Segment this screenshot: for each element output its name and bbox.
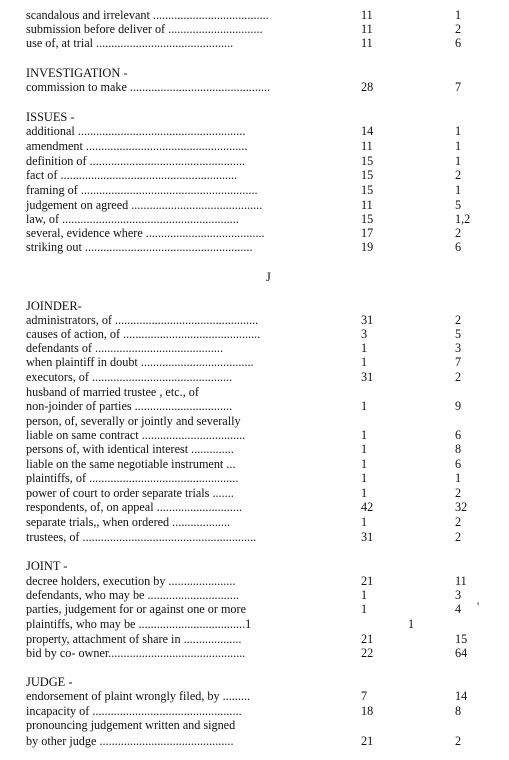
index-entry (0, 168, 509, 182)
index-entry (0, 704, 509, 718)
entry-para: 64 (455, 646, 468, 660)
entry-label: judgement on agreed ........................................... (26, 198, 263, 212)
index-entry (0, 124, 509, 138)
entry-para: 14 (455, 689, 468, 703)
index-entry (0, 602, 509, 616)
entry-label: commission to make .............................................. (26, 80, 271, 94)
entry-label: causes of action, of ............................................. (26, 327, 261, 341)
entry-label: liable on the same negotiable instrument ... (26, 457, 236, 471)
entry-para: 2 (455, 226, 462, 240)
entry-page: 11 (361, 139, 373, 153)
entry-para: 2 (455, 22, 462, 36)
entry-label: submission before deliver of ............................... (26, 22, 263, 36)
entry-page: 1 (361, 355, 368, 369)
index-entry (0, 355, 509, 369)
index-entry (0, 588, 509, 602)
entry-para: 3 (455, 341, 462, 355)
entry-page: 15 (361, 154, 374, 168)
entry-label: fact of .......................................................... (26, 168, 238, 182)
index-entry (0, 183, 509, 197)
entry-page: 31 (361, 370, 374, 384)
entry-label: husband of married trustee , etc., of (26, 385, 199, 399)
entry-page: 15 (361, 168, 374, 182)
entry-para: 2 (455, 486, 462, 500)
index-entry (0, 212, 509, 226)
entry-para: 2 (455, 734, 462, 748)
entry-label: use of, at trial ............................................. (26, 36, 234, 50)
entry-para: 7 (455, 80, 462, 94)
entry-page: 21 (361, 632, 374, 646)
index-entry (0, 442, 509, 456)
entry-label: defendants of .......................................... (26, 341, 224, 355)
entry-para: 32 (455, 500, 468, 514)
index-entry (0, 385, 509, 399)
index-entry (0, 486, 509, 500)
entry-page: 21 (361, 574, 374, 588)
index-entry (0, 36, 509, 50)
entry-label: striking out ....................................................... (26, 240, 253, 254)
index-entry (0, 428, 509, 442)
entry-para: 8 (455, 442, 462, 456)
entry-page: 1 (361, 515, 368, 529)
entry-para: 7 (455, 355, 462, 369)
entry-label: definition of ................................................... (26, 154, 246, 168)
index-entry (0, 515, 509, 529)
entry-label: by other judge ............................................ (26, 734, 234, 748)
entry-para: 2 (455, 530, 462, 544)
entry-para: 9 (455, 399, 462, 413)
index-entry (0, 8, 509, 22)
entry-label: parties, judgement for or against one or more (26, 602, 246, 616)
entry-label: when plaintiff in doubt ..................................... (26, 355, 254, 369)
index-entry (0, 718, 509, 732)
entry-page: 3 (361, 327, 368, 341)
entry-page: 11 (361, 8, 373, 22)
index-entry (0, 399, 509, 413)
entry-page: 1 (361, 428, 368, 442)
entry-para: 1 (455, 471, 462, 485)
stray-apostrophe: ' (477, 600, 480, 614)
entry-page: 15 (361, 183, 374, 197)
entry-page: 1 (361, 341, 368, 355)
index-entry (0, 226, 509, 240)
entry-label: additional ....................................................... (26, 124, 246, 138)
entry-page: 1 (361, 588, 368, 602)
section-heading: JOINT - (26, 559, 68, 573)
index-entry (0, 457, 509, 471)
index-entry (0, 22, 509, 36)
entry-page: 19 (361, 240, 374, 254)
index-entry (0, 154, 509, 168)
entry-label: defendants, who may be .............................. (26, 588, 239, 602)
entry-label: separate trials,, when ordered ................... (26, 515, 231, 529)
index-entry (0, 574, 509, 588)
entry-para: 2 (455, 515, 462, 529)
entry-para: 1 (455, 154, 462, 168)
entry-label: property, attachment of share in ................... (26, 632, 242, 646)
index-entry (0, 734, 509, 748)
entry-label: pronouncing judgement written and signed (26, 718, 236, 732)
entry-para: 6 (455, 240, 462, 254)
entry-label: administrators, of ............................................... (26, 313, 259, 327)
index-entry (0, 617, 509, 631)
entry-para: 1 (455, 8, 462, 22)
index-entry (0, 500, 509, 514)
entry-para: 6 (455, 36, 462, 50)
entry-page: 1 (361, 486, 368, 500)
index-entry (0, 341, 509, 355)
entry-page: 28 (361, 80, 374, 94)
entry-label: liable on same contract .................................. (26, 428, 246, 442)
entry-label: respondents, of, on appeal ............................ (26, 500, 242, 514)
entry-para: 1,2 (455, 212, 471, 226)
entry-label: framing of .......................................................... (26, 183, 258, 197)
entry-label: law, of .......................................................... (26, 212, 239, 226)
section-heading: ISSUES - (26, 110, 75, 124)
entry-page: 18 (361, 704, 374, 718)
entry-page: 15 (361, 212, 374, 226)
index-entry (0, 414, 509, 428)
entry-para: 1 (455, 183, 462, 197)
entry-page: 14 (361, 124, 374, 138)
entry-page: 11 (361, 36, 373, 50)
entry-para: 1 (455, 124, 462, 138)
entry-label: plaintiffs, who may be ...................................1 (26, 617, 252, 631)
entry-page: 17 (361, 226, 374, 240)
entry-page: 21 (361, 734, 374, 748)
index-entry (0, 313, 509, 327)
entry-para: 2 (455, 168, 462, 182)
entry-label: executors, of .............................................. (26, 370, 233, 384)
index-entry (0, 646, 509, 660)
entry-label: incapacity of ................................................. (26, 704, 242, 718)
entry-label: endorsement of plaint wrongly filed, by ......... (26, 689, 251, 703)
entry-para: 4 (455, 602, 462, 616)
index-entry (0, 198, 509, 212)
section-heading: JUDGE - (26, 675, 73, 689)
entry-page: 11 (361, 22, 373, 36)
entry-page: 31 (361, 313, 374, 327)
entry-para: 15 (455, 632, 468, 646)
index-entry (0, 370, 509, 384)
entry-para: 8 (455, 704, 462, 718)
entry-page: 1 (361, 602, 368, 616)
section-heading: JOINDER- (26, 299, 82, 313)
entry-page: 1 (361, 399, 368, 413)
index-entry (0, 80, 509, 94)
entry-para: 1 (455, 139, 462, 153)
index-entry (0, 139, 509, 153)
entry-page: 22 (361, 646, 374, 660)
entry-label: several, evidence where ....................................... (26, 226, 265, 240)
entry-label: decree holders, execution by ...................... (26, 574, 236, 588)
entry-page: 11 (361, 198, 373, 212)
entry-para: 3 (455, 588, 462, 602)
index-entry (0, 530, 509, 544)
section-heading: INVESTIGATION - (26, 66, 128, 80)
entry-label: persons of, with identical interest .............. (26, 442, 234, 456)
entry-para: 6 (455, 457, 462, 471)
entry-page: 42 (361, 500, 374, 514)
stray-para-number: 1 (408, 617, 415, 631)
index-entry (0, 632, 509, 646)
entry-label: scandalous and irrelevant ...................................... (26, 8, 269, 22)
entry-label: plaintiffs, of ................................................. (26, 471, 239, 485)
entry-label: non-joinder of parties ................................ (26, 399, 233, 413)
index-entry (0, 689, 509, 703)
index-entry (0, 471, 509, 485)
entry-label: bid by co- owner............................................. (26, 646, 246, 660)
entry-para: 5 (455, 198, 462, 212)
entry-label: power of court to order separate trials ....... (26, 486, 234, 500)
letter-divider: J (266, 270, 271, 284)
entry-page: 7 (361, 689, 368, 703)
entry-page: 1 (361, 442, 368, 456)
entry-para: 11 (455, 574, 467, 588)
entry-para: 2 (455, 370, 462, 384)
entry-label: trustees, of ......................................................... (26, 530, 257, 544)
entry-label: person, of, severally or jointly and severally (26, 414, 241, 428)
index-entry (0, 240, 509, 254)
entry-page: 1 (361, 471, 368, 485)
entry-para: 2 (455, 313, 462, 327)
entry-label: amendment ..................................................... (26, 139, 248, 153)
entry-page: 1 (361, 457, 368, 471)
index-entry (0, 327, 509, 341)
entry-page: 31 (361, 530, 374, 544)
entry-para: 5 (455, 327, 462, 341)
entry-para: 6 (455, 428, 462, 442)
